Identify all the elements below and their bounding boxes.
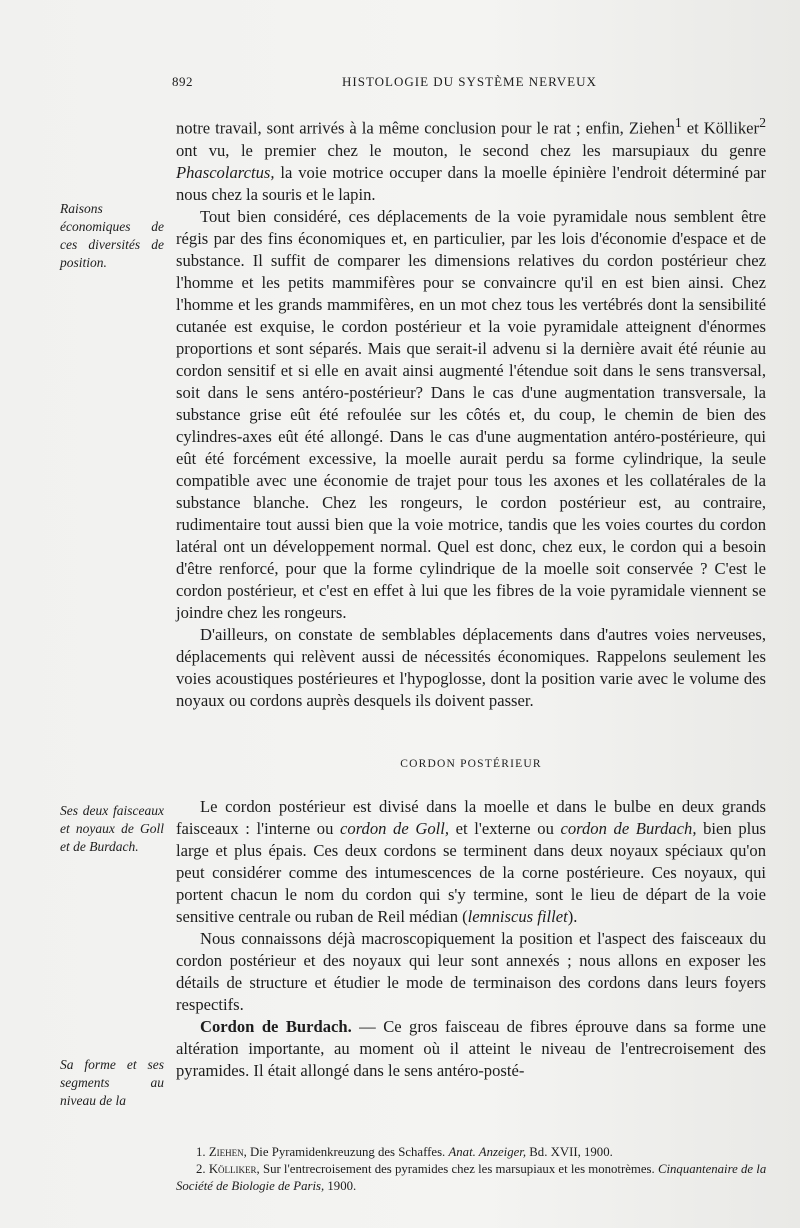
body-text-top bbox=[176, 112, 766, 712]
text-run: la voie motrice occuper dans la moelle épinière l'endroit déterminé par nous chez la souris et le lapin. bbox=[176, 162, 766, 204]
text-run: — Ce gros faisceau de fibres éprouve dans sa forme une altération importante, au moment où il atteint le niveau de l'entrecroisement des pyramides. Il était allongé dans le sens antéro-posté- bbox=[176, 1017, 766, 1080]
text-run: ont vu, le premier chez le mouton, le second chez les marsupiaux du genre bbox=[176, 140, 766, 160]
text-run: bien plus large et plus épais. Ces deux cordons se terminent dans deux noyaux spéciaux qu'on peut considérer comme des intumescences de la corne postérieure. Ces noyaux, qui portent chacun le nom du cordon qui s'y termine, sont le lieu de départ de la voie sensitive centrale ou ruban de Reil médian ( bbox=[176, 819, 766, 926]
paragraph bbox=[176, 796, 766, 928]
running-title: HISTOLOGIE DU SYSTÈME NERVEUX bbox=[342, 74, 597, 89]
text-run: et Kölliker bbox=[681, 118, 760, 138]
paragraph bbox=[176, 112, 766, 206]
footnote-ref: 1 bbox=[674, 115, 682, 130]
page-number: 892 bbox=[172, 74, 193, 89]
footnote-author: Kölliker, bbox=[208, 1162, 260, 1176]
footnote-ref: 2 bbox=[759, 115, 766, 130]
body-text-bottom bbox=[176, 796, 766, 1082]
text-run: ). bbox=[567, 907, 578, 926]
subsection-heading: Cordon de Burdach. bbox=[200, 1017, 352, 1036]
text-run: Le cordon postérieur est divisé dans la moelle et dans le bulbe en deux grands faisceaux : l'interne ou bbox=[176, 797, 766, 838]
footnote-number: 2. bbox=[196, 1162, 206, 1176]
margin-note-goll-burdach: Ses deux faisceaux et noyaux de Goll et de Burdach. bbox=[60, 803, 164, 854]
footnote-number: 1. bbox=[196, 1145, 206, 1159]
margin-note-economy: Raisons économiques de ces diversités de position. bbox=[60, 201, 164, 270]
footnotes bbox=[176, 1144, 776, 1195]
footnote bbox=[176, 1161, 776, 1195]
section-title: CORDON POSTÉRIEUR bbox=[400, 758, 542, 770]
footnote-journal: Anat. Anzeiger, bbox=[448, 1145, 527, 1159]
term: lemniscus fillet bbox=[467, 907, 568, 926]
footnote bbox=[176, 1144, 776, 1161]
text-run: et l'externe ou bbox=[449, 819, 561, 838]
margin-note-forme: Sa forme et ses segments au niveau de la bbox=[60, 1057, 164, 1108]
genus-name: Phascolarctus, bbox=[176, 162, 275, 182]
text-run: Die Pyramidenkreuzung des Schaffes. bbox=[246, 1145, 449, 1159]
footnote-author: Ziehen, bbox=[208, 1145, 247, 1159]
text-run: Sur l'entrecroisement des pyramides chez les marsupiaux et les monotrèmes. bbox=[259, 1162, 658, 1176]
text-run: notre travail, sont arrivés à la même conclusion pour le rat ; enfin, Ziehen bbox=[176, 118, 675, 138]
paragraph bbox=[176, 1016, 766, 1082]
term: cordon de Goll, bbox=[340, 819, 449, 838]
paragraph: D'ailleurs, on constate de semblables déplacements dans d'autres voies nerveuses, déplacements qui relèvent aussi de nécessités économiques. Rappelons seulement les voies acoustiques postérieures et l'hypoglosse, dont la position varie avec le volume des noyaux ou cordons auprès desquels ils doivent passer. bbox=[176, 624, 766, 710]
paragraph: Tout bien considéré, ces déplacements de la voie pyramidale nous semblent être régis par des fins économiques et, en particulier, par les lois d'économie d'espace et de substance. Il suffit de comparer les dimensions relatives du cordon postérieur chez l'homme et les petits mammifères pour se convaincre qu'il en est bien ainsi. Chez l'homme et les grands mammifères, en un mot chez tous les vertébrés dont la sensibilité cutanée est exquise, le cordon postérieur et la voie pyramidale atteignent d'énormes proportions et sont séparés. Mais que serait-il advenu si la dernière avait été réunie au cordon sensitif et si elle en avait ainsi augmenté l'étendue soit dans le sens transversal, soit dans le sens antéro-postérieur? Dans le cas d'une augmentation transversale, la substance grise eût été refoulée sur les côtés et, du coup, le chemin de bien des cylindres-axes eût été allongé. Dans le cas d'une augmentation antéro-postérieure, qui eût été forcément excessive, la moelle aurait perdu sa forme cylindrique, la seule compatible avec une économie de trajet pour tous les axones et les collatérales de la substance blanche. Chez les rongeurs, le cordon postérieur est, au contraire, rudimentaire tout aussi bien que la voie motrice, tandis que les voies courtes du cordon latéral ont un développement normal. Quel est donc, chez eux, le cordon qui a besoin d'être renforcé, pour que la forme cylindrique de la moelle soit conservée ? C'est le cordon postérieur, et c'est en effet à lui que les fibres de la voie pyramidale viennent se joindre chez les rongeurs. bbox=[176, 206, 766, 622]
text-run: Bd. XVII, 1900. bbox=[526, 1145, 613, 1159]
paragraph: Nous connaissons déjà macroscopiquement la position et l'aspect des faisceaux du cordon postérieur et des noyaux qui leur sont annexés ; nous allons en exposer les détails de structure et étudier le mode de terminaison des cordons dans leurs foyers respectifs. bbox=[176, 929, 766, 1014]
term: cordon de Burdach, bbox=[560, 819, 697, 838]
text-run: 1900. bbox=[324, 1179, 357, 1193]
footnote-journal: Cinquantenaire de la Société de Biologie de Paris, bbox=[176, 1162, 767, 1193]
